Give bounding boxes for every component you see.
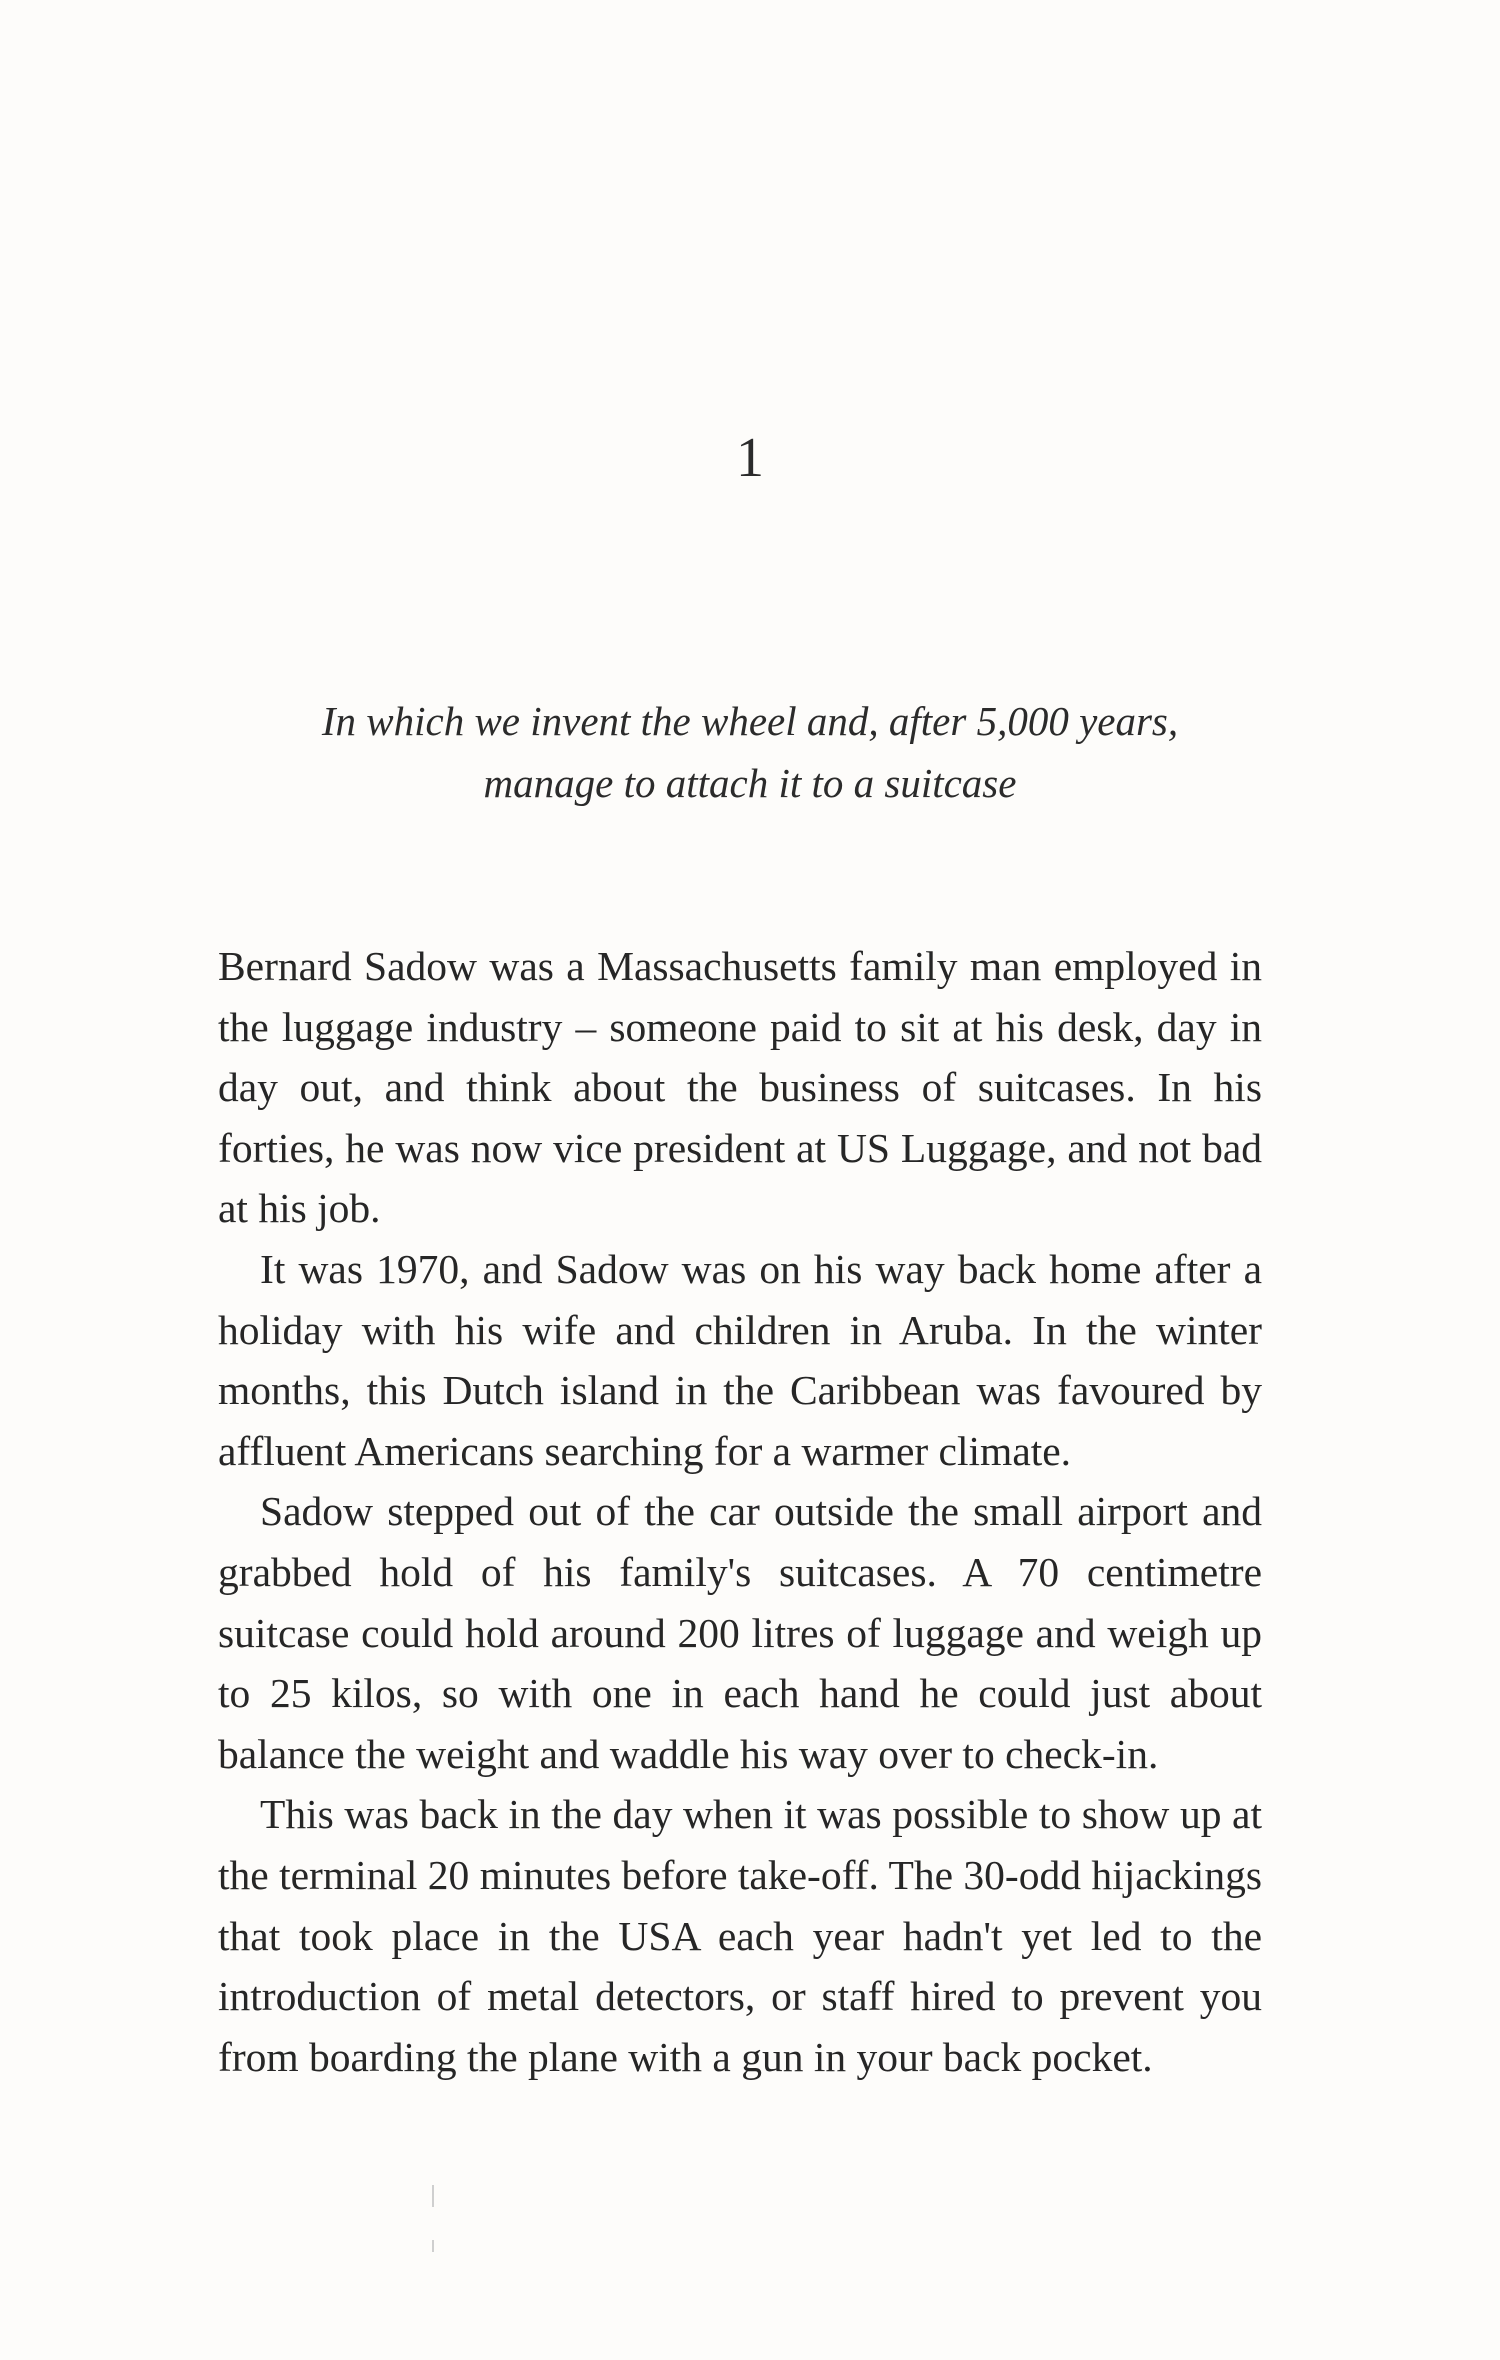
epigraph-line-1: In which we invent the wheel and, after 5,000 years, <box>321 698 1179 744</box>
paragraph-2: It was 1970, and Sadow was on his way back home after a holiday with his wife and children in Aruba. In the winter months, this Dutch island in the Caribbean was favoured by affluent Americans searching for a warmer climate. <box>218 1245 1262 1474</box>
scan-mark <box>432 2185 434 2207</box>
chapter-epigraph <box>0 690 1500 814</box>
epigraph-line-2: manage to attach it to a suitcase <box>483 760 1017 806</box>
paragraph-4: This was back in the day when it was possible to show up at the terminal 20 minutes before take-off. The 30-odd hijackings that took place in the USA each year hadn't yet led to the introduction of metal detectors, or staff hired to prevent you from boarding the plane with a gun in your back pocket. <box>218 1791 1262 2080</box>
paragraph-3: Sadow stepped out of the car outside the small airport and grabbed hold of his family's suitcases. A 70 centimetre suitcase could hold around 200 litres of luggage and weigh up to 25 kilos, so with one in each hand he could just about balance the weight and waddle his way over to check-in. <box>218 1488 1262 1777</box>
scan-mark <box>432 2240 434 2252</box>
body-text <box>218 936 1262 2087</box>
paragraph-1: Bernard Sadow was a Massachusetts family man employed in the luggage industry – someone paid to sit at his desk, day in day out, and think about the business of suitcases. In his forties, he was now vice president at US Luggage, and not bad at his job. <box>218 943 1262 1232</box>
chapter-number: 1 <box>736 427 764 489</box>
